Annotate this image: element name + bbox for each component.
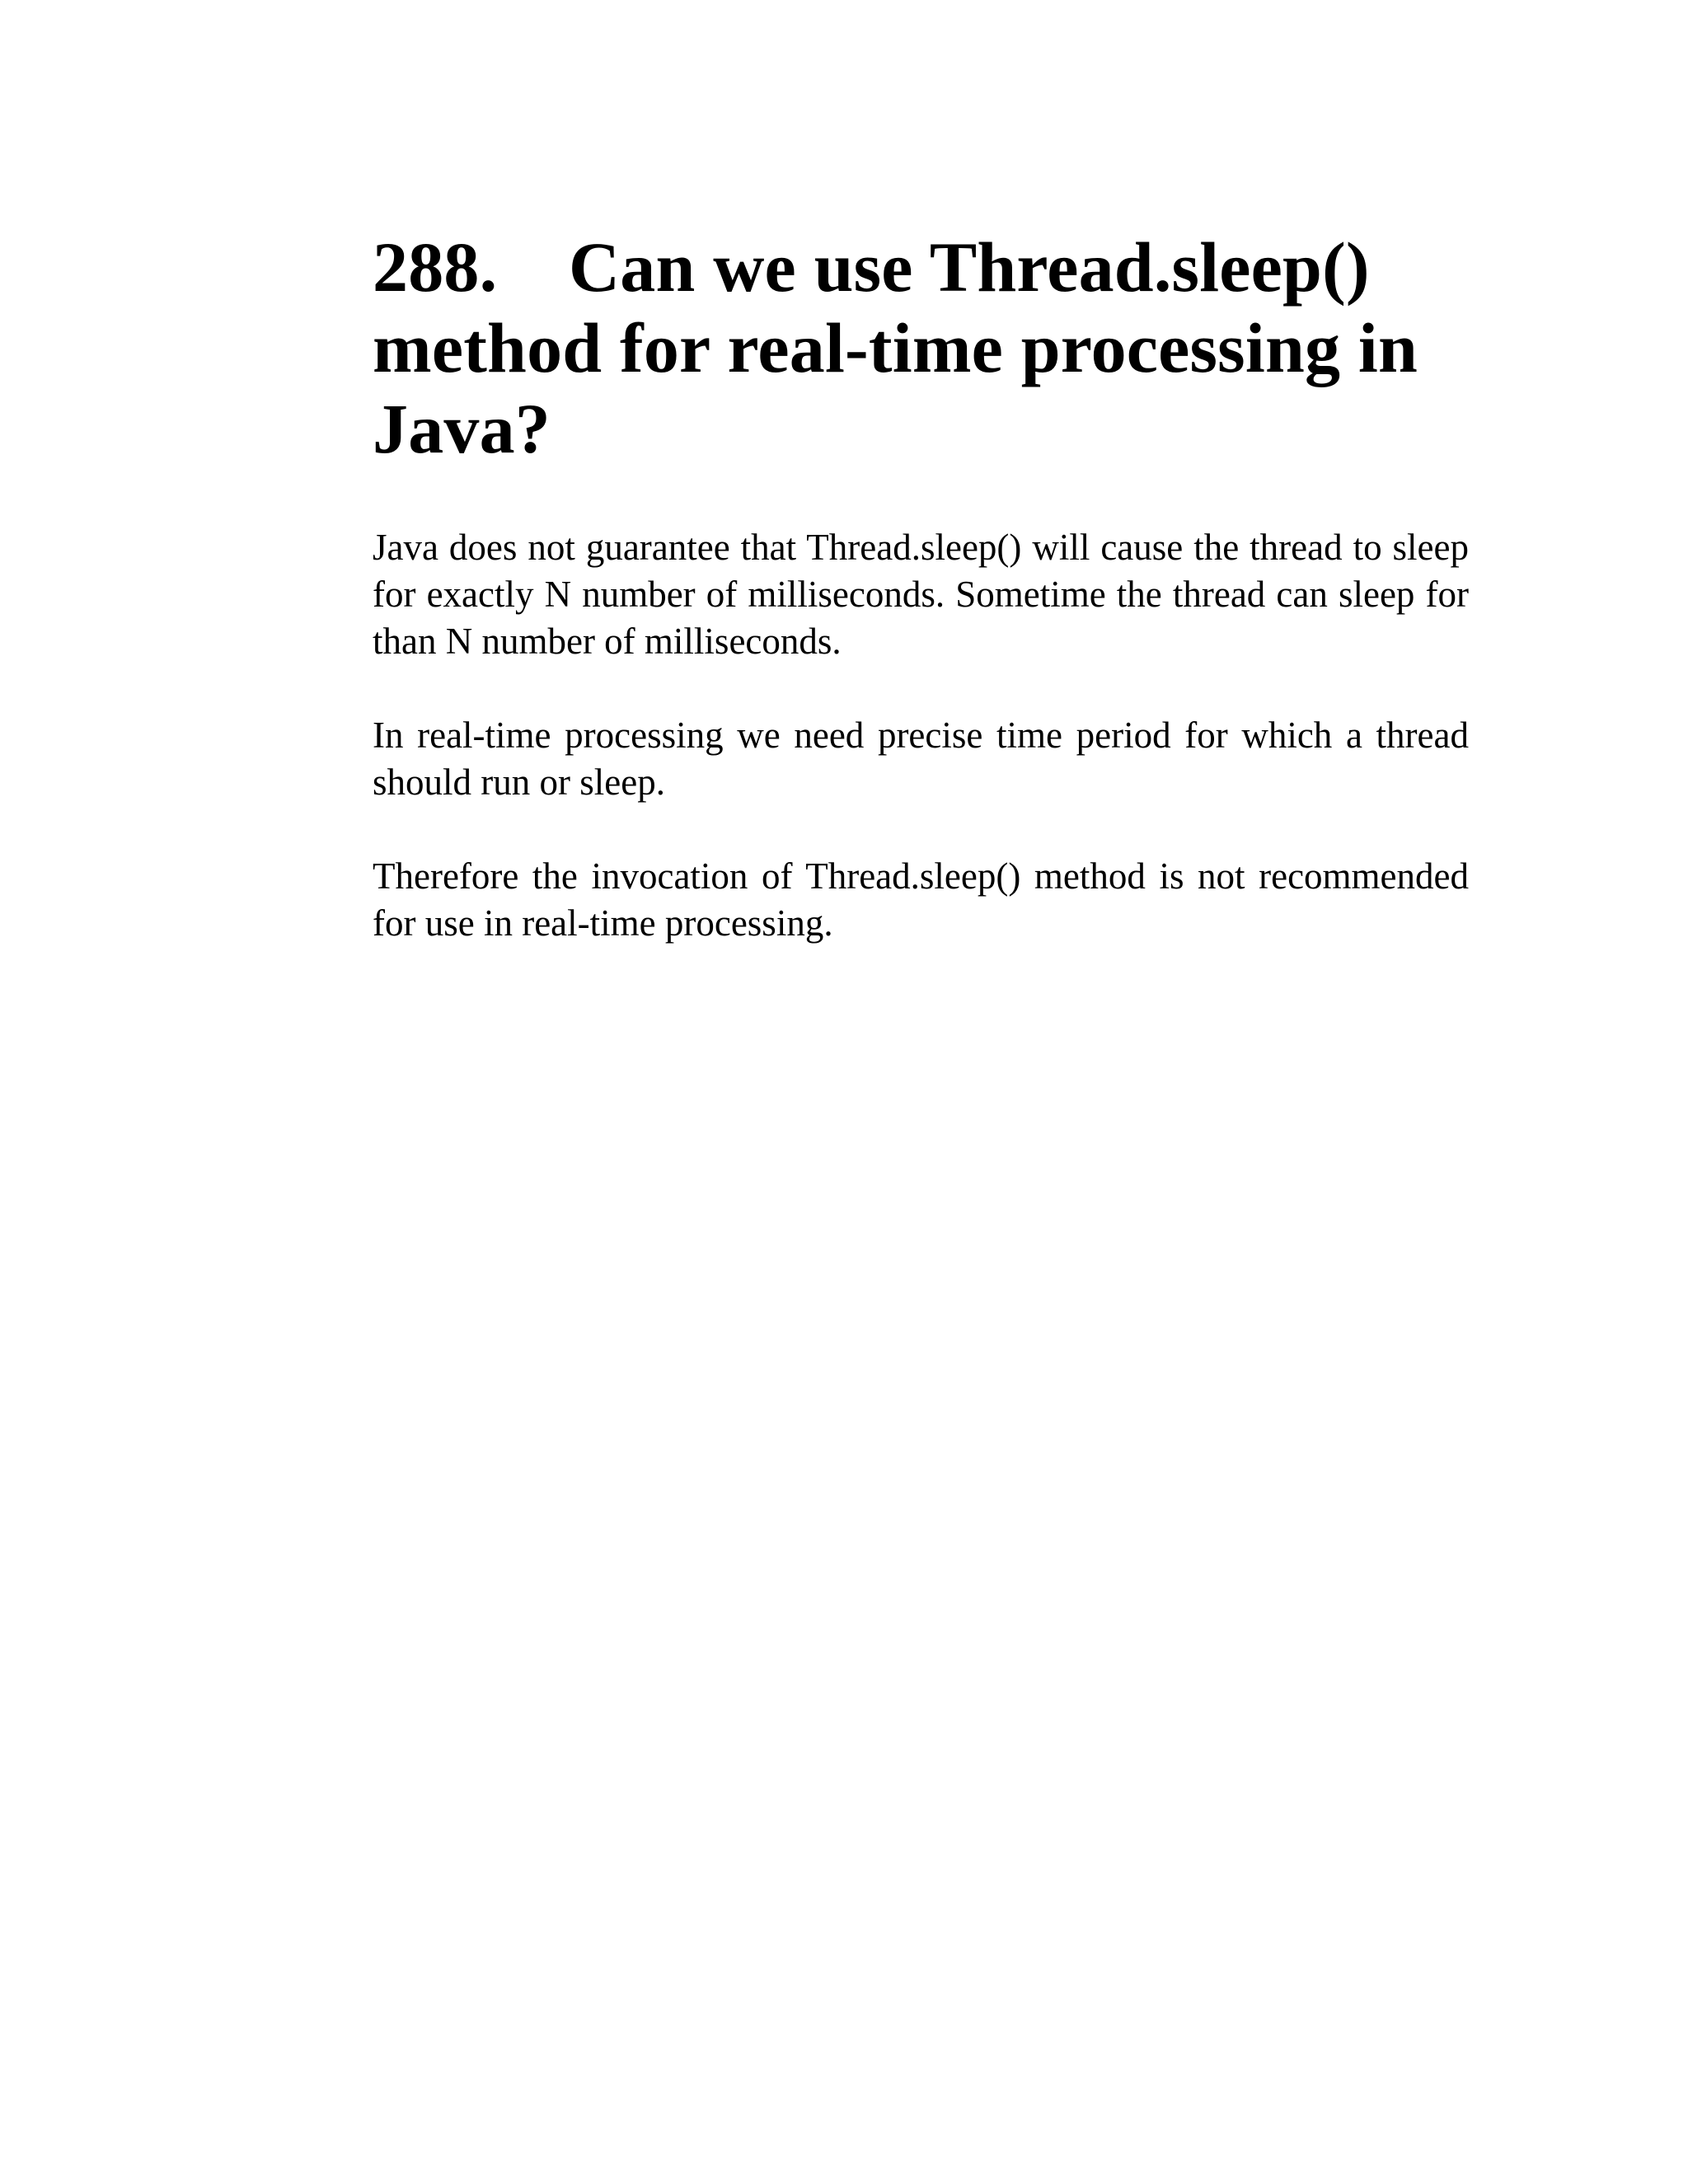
answer-paragraph-3: Therefore the invocation of Thread.sleep() method is not recommended for use in real-time processing.	[373, 855, 1469, 944]
document-content	[373, 227, 1469, 947]
question-number: 288.	[373, 227, 498, 307]
answer-paragraph-1: Java does not guarantee that Thread.sleep() will cause the thread to sleep for exactly N number of milliseconds. Sometime the thread can sleep for than N number of milliseconds.	[373, 527, 1469, 662]
question-heading	[373, 227, 1469, 469]
answer-paragraph-2: In real-time processing we need precise time period for which a thread should run or sleep.	[373, 715, 1469, 803]
question-title: Can we use Thread.sleep() method for real-time processing in Java?	[373, 227, 1418, 468]
